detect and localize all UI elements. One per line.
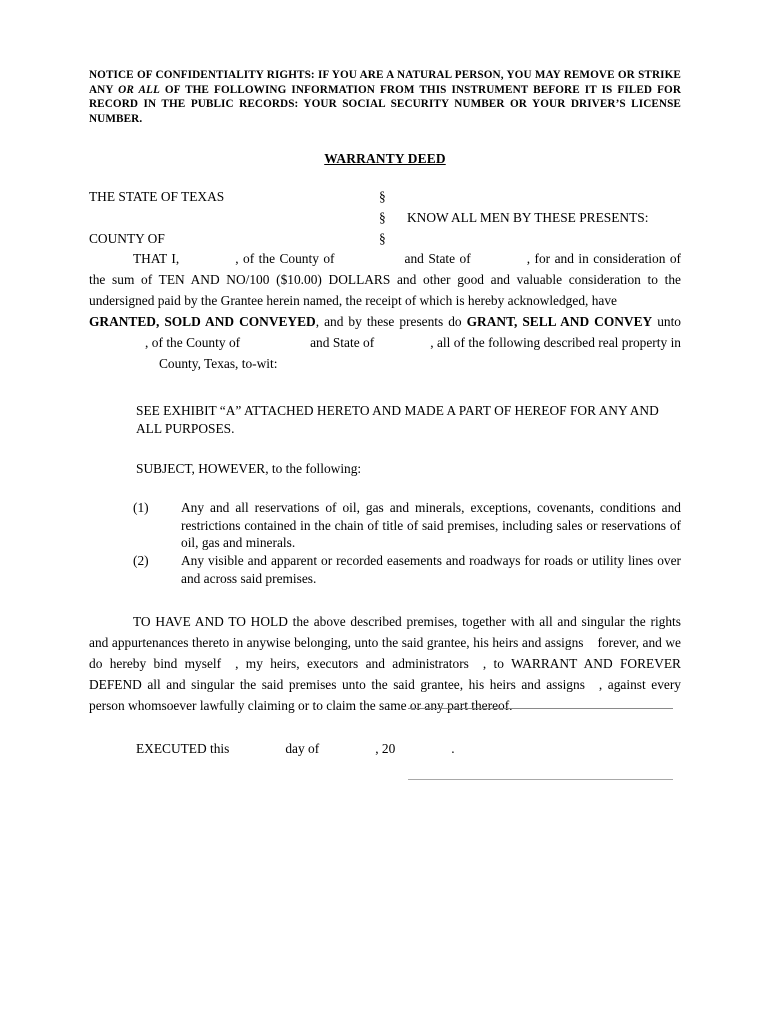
list-item [133,552,681,587]
habendum-seg-5: , against every person whomsoever lawfully claiming or to claim the same or any part thereof. [89,677,681,714]
list-item-number: (1) [133,500,149,516]
granting-tail-text: , all of the following described real property in [430,335,681,351]
grantee-state-label: and State of [310,335,375,351]
section-symbol-2: § [379,210,386,226]
granting-mid-1: , and by these presents do [315,314,467,330]
habendum-clause [89,611,681,716]
granting-clause [89,311,681,374]
signature-line-2[interactable] [408,779,673,780]
notice-emphasis: OR ALL [118,83,160,96]
confidentiality-notice [89,68,681,126]
list-item [133,499,681,552]
section-symbol-column [379,186,386,249]
habendum-seg-1: TO HAVE AND TO HOLD the above described premises, together with all and singular the rights and appurtenances thereto in anywise belonging, unto the said grantee, his heirs and assigns [89,614,681,651]
granting-end-text: County, Texas, to-wit: [159,356,278,372]
page-title: WARRANTY DEED [324,151,446,167]
granting-unto-label: unto [652,314,682,330]
county-of-label: , of the County of [235,251,335,267]
grant-sell-convey-text: GRANT, SELL AND CONVEY [466,314,653,330]
executed-period: . [451,741,455,757]
habendum-seg-2: forever, and we do hereby bind myself [89,635,681,672]
notice-part-1: NOTICE OF CONFIDENTIALITY RIGHTS: IF YOU ARE A NATURAL PERSON, YOU MAY REMOVE OR STRIKE ANY [89,69,681,96]
state-label: THE STATE OF TEXAS [89,189,225,205]
granted-sold-conveyed-text: GRANTED, SOLD AND CONVEYED [89,314,316,330]
list-item-number: (2) [133,552,149,568]
signature-line-1[interactable] [408,708,673,709]
section-symbol-1: § [379,189,386,205]
list-item-text: Any visible and apparent or recorded easements and roadways for roads or utility lines over and across said premises. [181,552,681,586]
habendum-seg-3: , my heirs, executors and administrators [235,656,469,672]
section-symbol-3: § [379,231,386,247]
know-all-men-text: KNOW ALL MEN BY THESE PRESENTS: [407,210,649,226]
executed-label: EXECUTED this [136,741,230,757]
day-of-label: day of [285,741,320,757]
exhibit-reference: SEE EXHIBIT “A” ATTACHED HERETO AND MADE A PART OF HEREOF FOR ANY AND ALL PURPOSES. [136,403,659,436]
document-content [89,68,681,759]
exceptions-list [133,499,681,587]
subject-intro: SUBJECT, HOWEVER, to the following: [136,460,362,476]
consideration-text: , for and in consideration of the sum of TEN AND NO/100 ($10.00) DOLLARS and other good and valuable consideration to the undersigned paid by the Grantee herein named, the receipt of which is hereby acknowledged, have [89,251,682,309]
title-container [89,150,681,168]
that-i-label: THAT I, [133,251,180,267]
notice-part-2: OF THE FOLLOWING INFORMATION FROM THIS INSTRUMENT BEFORE IT IS FILED FOR RECORD IN THE PUBLIC RECORDS: YOUR SOCIAL SECURITY NUMBER OR YOUR DRIVER’S LICENSE NUMBER. [89,83,681,125]
signature-area [408,708,673,780]
state-county-block [89,186,681,248]
list-item-text: Any and all reservations of oil, gas and minerals, exceptions, covenants, conditions and restrictions contained in the chain of title of said premises, including sales or reservations of oil, gas and minerals. [181,500,681,551]
consideration-paragraph [89,248,681,311]
county-label: COUNTY OF [89,231,165,247]
habendum-seg-4: , to WARRANT AND FOREVER DEFEND all and singular the said premises unto the said grantee, his heirs and assigns [89,656,681,693]
year-prefix-label: , 20 [375,741,396,757]
grantee-county-label: , of the County of [145,335,241,351]
state-of-label: and State of [404,251,471,267]
